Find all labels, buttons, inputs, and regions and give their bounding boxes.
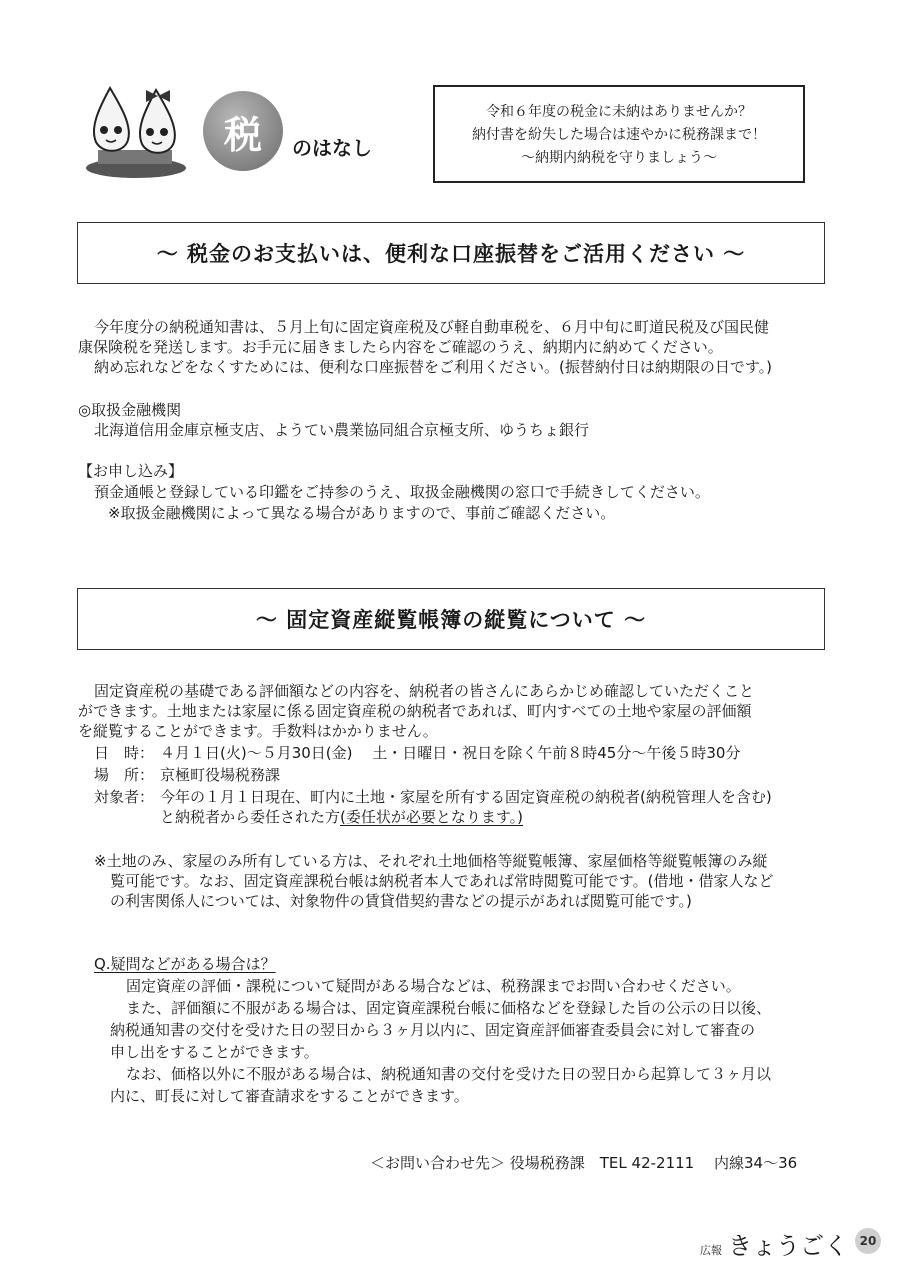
date-value: ４月１日(火)～５月30日(金) 土・日曜日・祝日を除く午前８時45分～午後５時30分	[160, 744, 741, 762]
target-line	[160, 806, 523, 828]
notice-line: ～納期内納税を守りましょう～	[521, 150, 717, 166]
emblem-circle	[203, 91, 283, 171]
note-line: ※土地のみ、家屋のみ所有している方は、それぞれ土地価格等縦覧帳簿、家屋価格等縦覧帳簿のみ縦	[94, 852, 768, 870]
apply-line: 預金通帳と登録している印鑑をご持参のうえ、取扱金融機関の窓口で手続きしてください。	[94, 483, 710, 501]
paragraph-line: を縦覧することができます。手数料はかかりません。	[78, 722, 438, 740]
section-title-box	[77, 222, 825, 284]
note-line: 覧可能です。なお、固定資産課税台帳は納税者本人であれば常時閲覧可能です。(借地・借家人など	[110, 872, 774, 890]
mascot-illustration	[80, 80, 190, 180]
emblem-suffix: のはなし	[292, 136, 372, 160]
emblem-character: 税	[223, 111, 262, 157]
section-title-box	[77, 588, 825, 650]
faq-line: 納税通知書の交付を受けた日の翌日から３ヶ月以内に、固定資産評価審査委員会に対して審査の	[110, 1021, 756, 1039]
paragraph-line: 納め忘れなどをなくすためには、便利な口座振替をご利用ください。(振替納付日は納期限の日です。)	[94, 358, 773, 376]
paragraph-line: 今年度分の納税通知書は、５月上旬に固定資産税及び軽自動車税を、６月中旬に町道民税及び国民健	[94, 318, 770, 336]
notice-line: 令和６年度の税金に未納はありませんか？	[486, 104, 752, 120]
apply-note: ※取扱金融機関によって異なる場合がありますので、事前ご確認ください。	[108, 504, 616, 522]
brand-name: きょうごく	[728, 1232, 848, 1260]
place-value: 京極町役場税務課	[160, 766, 281, 784]
paragraph-line: 康保険税を発送します。お手元に届きましたら内容をご確認のうえ、納期内に納めてください。	[78, 338, 723, 356]
faq-line: 固定資産の評価・課税について疑問がある場合などは、税務課までお問い合わせください。	[126, 977, 741, 995]
notice-box	[433, 85, 805, 183]
target-line-text: と納税者から委任された方	[160, 808, 341, 826]
faq-line: 内に、町長に対して審査請求をすることができます。	[110, 1087, 469, 1105]
paragraph-line: ができます。土地または家屋に係る固定資産税の納税者であれば、町内すべての土地や家屋の評価額	[78, 702, 752, 720]
brand-prefix: 広報	[700, 1244, 722, 1257]
section-title: ～ 税金のお支払いは、便利な口座振替をご活用ください ～	[156, 242, 746, 266]
date-label: 日 時：	[94, 744, 155, 762]
target-label: 対象者：	[94, 788, 155, 806]
contact-info: ＜お問い合わせ先＞ 役場税務課 TEL 42-2111 内線34～36	[370, 1154, 798, 1172]
place-label: 場 所：	[94, 766, 155, 784]
faq-line: なお、価格以外に不服がある場合は、納税通知書の交付を受けた日の翌日から起算して３ヶ月以	[126, 1065, 772, 1083]
notice-line: 納付書を紛失した場合は速やかに税務課まで！	[472, 127, 766, 143]
banks-heading: ◎取扱金融機関	[78, 401, 182, 419]
faq-line: 申し出をすることができます。	[110, 1043, 319, 1061]
paragraph-line: 固定資産税の基礎である評価額などの内容を、納税者の皆さんにあらかじめ確認していただくこと	[94, 682, 755, 700]
note-line: の利害関係人については、対象物件の賃貸借契約書などの提示があれば閲覧可能です。)	[110, 892, 692, 910]
proxy-note: (委任状が必要となります。)	[340, 808, 524, 826]
faq-line: また、評価額に不服がある場合は、固定資産課税台帳に価格などを登録した旨の公示の日以後、	[126, 999, 772, 1017]
page-number: 20	[855, 1228, 881, 1254]
section-title: ～ 固定資産縦覧帳簿の縦覧について ～	[255, 608, 647, 632]
faq-heading: Q.疑問などがある場合は？	[94, 955, 276, 973]
banks-list: 北海道信用金庫京極支店、ようてい農業協同組合京極支所、ゆうちょ銀行	[94, 421, 590, 439]
apply-heading: 【お申し込み】	[78, 462, 184, 480]
publication-brand	[700, 1226, 848, 1261]
target-line: 今年の１月１日現在、町内に土地・家屋を所有する固定資産税の納税者(納税管理人を含む)	[160, 788, 772, 806]
